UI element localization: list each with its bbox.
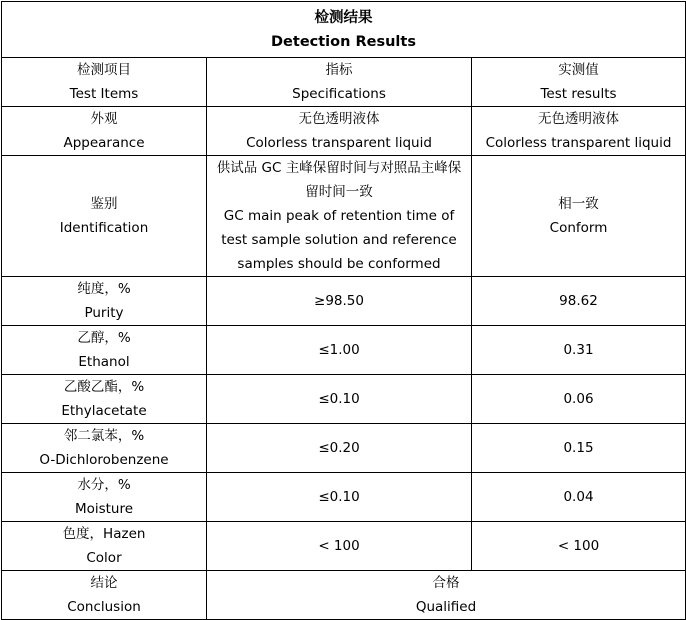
ethylacetate-item-cn: 乙酸乙酯，% (63, 379, 145, 395)
header-test-results (472, 58, 686, 107)
title-row (2, 2, 686, 58)
appearance-spec-cn: 无色透明液体 (298, 111, 380, 127)
purity-item (2, 277, 207, 326)
table-row-conclusion (2, 571, 686, 620)
identification-spec-line: 供试品 GC 主峰保留时间与对照品主峰保 (216, 160, 462, 176)
color-item (2, 522, 207, 571)
table-row-identification (2, 156, 686, 277)
appearance-item-cn: 外观 (90, 111, 118, 127)
ethanol-result: 0.31 (472, 326, 686, 375)
table-row-color (2, 522, 686, 571)
conclusion-label-cn: 结论 (90, 575, 118, 591)
color-item-cn: 色度，Hazen (62, 526, 146, 542)
header-test-items-cn: 检测项目 (77, 62, 131, 78)
header-specifications-en: Specifications (292, 86, 386, 102)
dichlorobenzene-result: 0.15 (472, 424, 686, 473)
ethylacetate-spec: ≤0.10 (207, 375, 472, 424)
conclusion-label (2, 571, 207, 620)
table-row-moisture (2, 473, 686, 522)
identification-spec-line: GC main peak of retention time of (223, 208, 455, 224)
color-item-en: Color (86, 550, 122, 566)
header-row (2, 58, 686, 107)
ethanol-item-en: Ethanol (78, 354, 130, 370)
ethylacetate-item-en: Ethylacetate (61, 403, 147, 419)
identification-result-en: Conform (549, 220, 608, 236)
color-spec: < 100 (207, 522, 472, 571)
header-specifications (207, 58, 472, 107)
moisture-item (2, 473, 207, 522)
table-title (2, 2, 686, 58)
table-row-ethanol (2, 326, 686, 375)
moisture-spec: ≤0.10 (207, 473, 472, 522)
appearance-item-en: Appearance (63, 135, 145, 151)
moisture-result: 0.04 (472, 473, 686, 522)
table-row-dichlorobenzene (2, 424, 686, 473)
identification-item-cn: 鉴别 (90, 196, 118, 212)
conclusion-label-en: Conclusion (67, 599, 141, 615)
header-specifications-cn: 指标 (325, 62, 353, 78)
detection-results-table (1, 1, 686, 620)
conclusion-value-cn: 合格 (432, 575, 460, 591)
appearance-spec-en: Colorless transparent liquid (246, 135, 432, 151)
header-test-results-cn: 实测值 (558, 62, 599, 78)
ethylacetate-item (2, 375, 207, 424)
table-row-appearance (2, 107, 686, 156)
moisture-item-en: Moisture (74, 501, 134, 517)
appearance-result-cn: 无色透明液体 (538, 111, 619, 127)
header-test-results-en: Test results (540, 86, 617, 102)
purity-item-cn: 纯度，% (77, 281, 131, 297)
ethanol-item (2, 326, 207, 375)
identification-spec (207, 156, 472, 277)
ethanol-item-cn: 乙醇，% (77, 330, 131, 346)
purity-result: 98.62 (472, 277, 686, 326)
moisture-item-cn: 水分，% (77, 477, 131, 493)
title-en: Detection Results (271, 33, 416, 50)
appearance-spec (207, 107, 472, 156)
appearance-item (2, 107, 207, 156)
ethylacetate-result: 0.06 (472, 375, 686, 424)
dichlorobenzene-spec: ≤0.20 (207, 424, 472, 473)
identification-item (2, 156, 207, 277)
header-test-items-en: Test Items (69, 86, 139, 102)
purity-spec: ≥98.50 (207, 277, 472, 326)
identification-spec-line: samples should be conformed (237, 256, 441, 272)
purity-item-en: Purity (84, 305, 124, 321)
title-cn: 检测结果 (314, 9, 373, 26)
appearance-result (472, 107, 686, 156)
identification-item-en: Identification (59, 220, 149, 236)
dichlorobenzene-item-en: O-Dichlorobenzene (39, 452, 169, 468)
table-row-ethylacetate (2, 375, 686, 424)
conclusion-value-en: Qualified (415, 599, 477, 615)
dichlorobenzene-item-cn: 邻二氯苯，% (63, 428, 145, 444)
appearance-result-en: Colorless transparent liquid (485, 135, 672, 151)
table-row-purity (2, 277, 686, 326)
conclusion-value (207, 571, 686, 620)
color-result: < 100 (472, 522, 686, 571)
identification-result (472, 156, 686, 277)
identification-spec-line: test sample solution and reference (221, 232, 457, 248)
ethanol-spec: ≤1.00 (207, 326, 472, 375)
dichlorobenzene-item (2, 424, 207, 473)
header-test-items (2, 58, 207, 107)
identification-spec-line: 留时间一致 (305, 184, 373, 200)
identification-result-cn: 相一致 (558, 196, 599, 212)
